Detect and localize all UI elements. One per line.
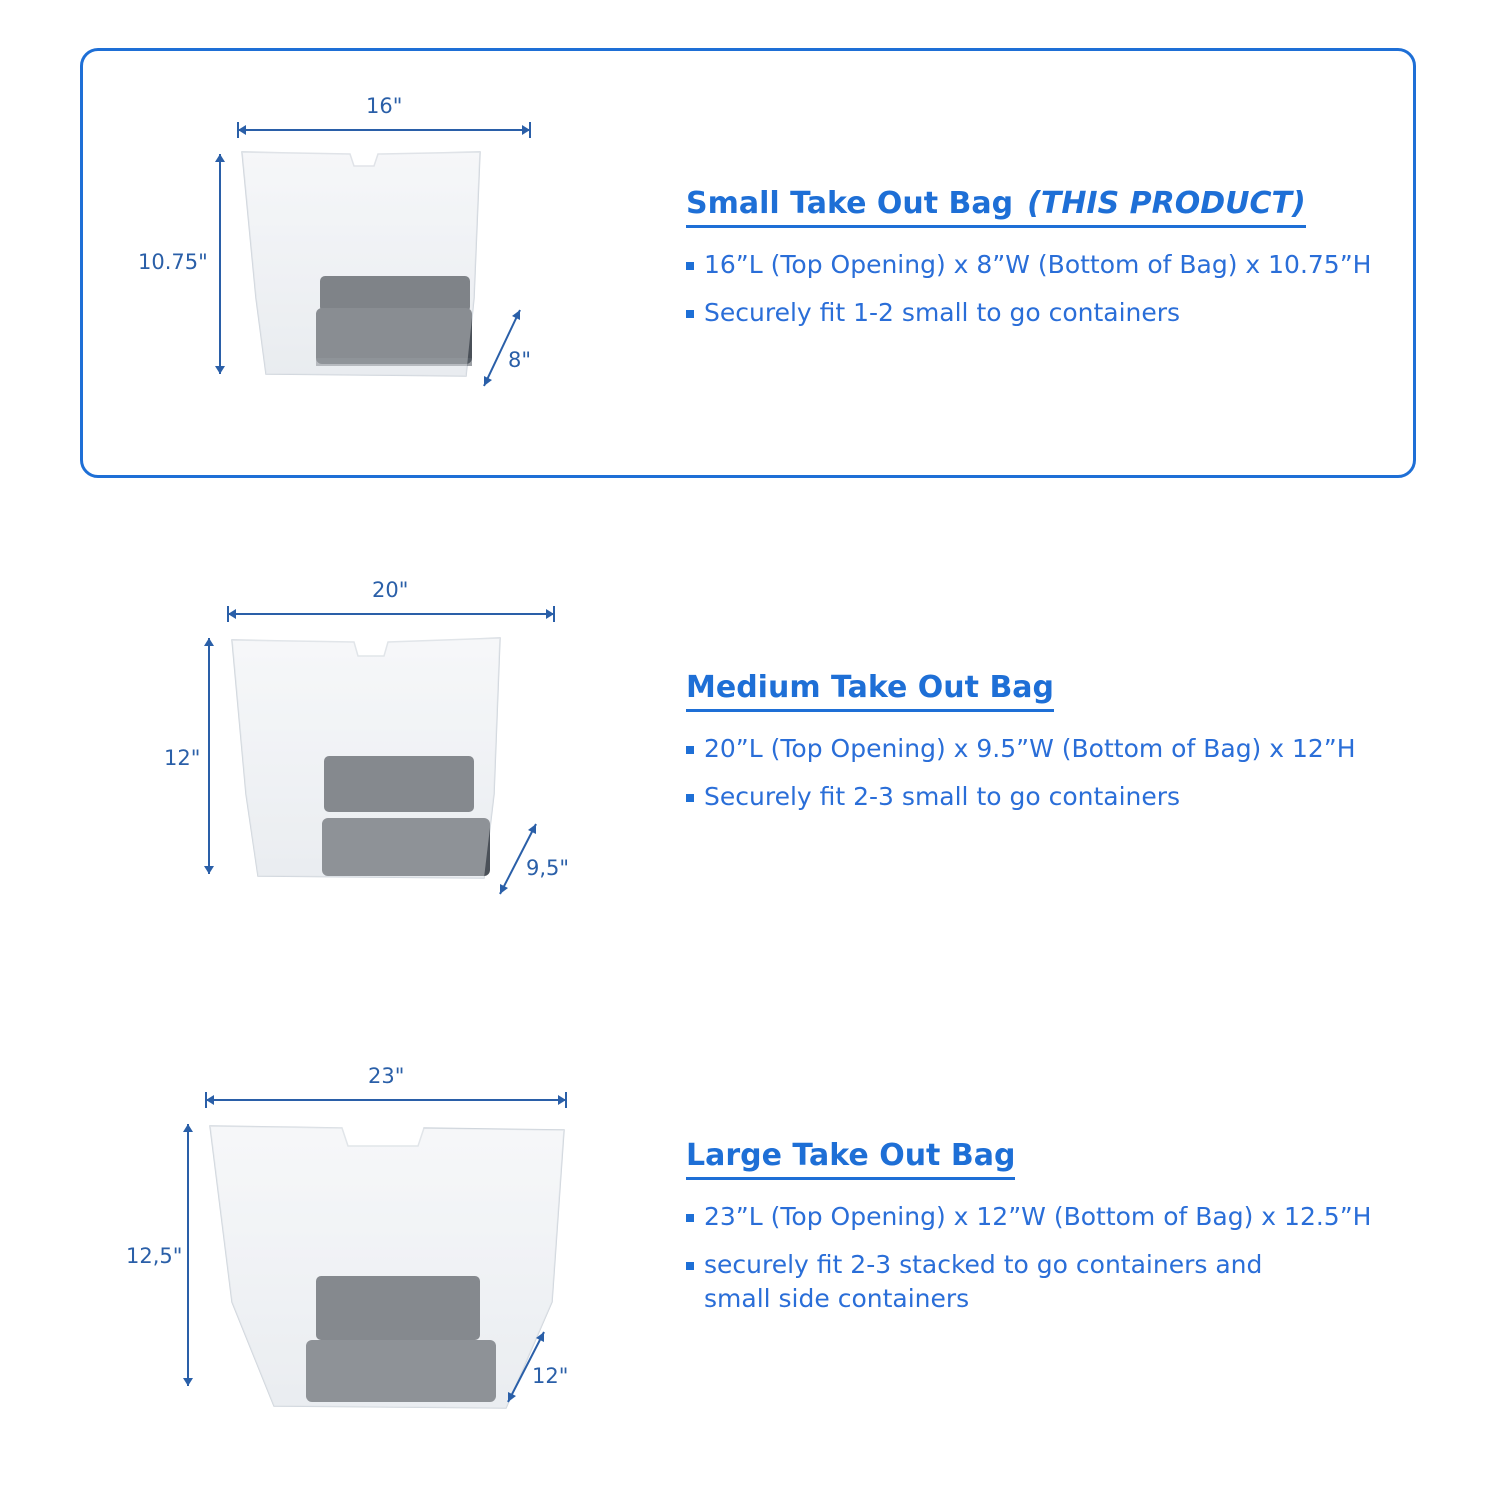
bullet-text: 23”L (Top Opening) x 12”W (Bottom of Bag) x 12.5”H: [704, 1202, 1372, 1231]
bullet-text: Securely fit 1-2 small to go containers: [704, 298, 1181, 327]
large-top-dimension-arrow: [200, 1090, 572, 1110]
large-height-dimension-label: 12,5": [126, 1244, 183, 1268]
bullet-square-icon: [686, 1214, 694, 1222]
list-item: [686, 1248, 1371, 1282]
large-bag-section: [0, 1040, 1500, 1440]
bullet-square-icon: [686, 310, 694, 318]
bullet-text: securely fit 2-3 stacked to go containers and: [704, 1250, 1263, 1279]
medium-bag-bullet-list: [686, 732, 1356, 814]
bullet-square-icon: [686, 262, 694, 270]
small-bag-title: [686, 186, 1306, 228]
small-bag-section: [0, 0, 1500, 490]
large-bag-bullet-list: [686, 1200, 1371, 1316]
small-bag-image: [238, 148, 488, 388]
large-top-dimension-label: 23": [368, 1064, 405, 1088]
small-depth-dimension-label: 8": [508, 348, 532, 372]
small-height-dimension-label: 10.75": [138, 250, 208, 274]
large-bag-title: [686, 1138, 1015, 1180]
bullet-text: Securely fit 2-3 small to go containers: [704, 782, 1181, 811]
small-bag-bullet-list: [686, 248, 1371, 330]
bullet-text: small side containers: [704, 1284, 970, 1313]
small-bag-info: [686, 186, 1371, 344]
small-top-dimension-arrow: [232, 120, 542, 140]
large-bag-info: [686, 1138, 1371, 1330]
medium-bag-section: [0, 560, 1500, 940]
medium-bag-title: [686, 670, 1054, 712]
medium-height-dimension-label: 12": [164, 746, 201, 770]
medium-top-dimension-label: 20": [372, 578, 409, 602]
bullet-square-icon: [686, 1262, 694, 1270]
large-depth-dimension-label: 12": [532, 1364, 569, 1388]
small-height-dimension-arrow: [210, 150, 230, 380]
medium-bag-info: [686, 670, 1356, 828]
medium-depth-dimension-label: 9,5": [526, 856, 570, 880]
bullet-text: 20”L (Top Opening) x 9.5”W (Bottom of Bag) x 12”H: [704, 734, 1356, 763]
list-item: [686, 296, 1371, 330]
medium-bag-image: [228, 634, 508, 890]
this-product-tag: (THIS PRODUCT): [1027, 186, 1306, 221]
large-height-dimension-arrow: [178, 1120, 198, 1392]
small-bag-title-text: Small Take Out Bag: [686, 186, 1014, 221]
list-item-continuation: [686, 1282, 1371, 1316]
list-item: [686, 780, 1356, 814]
list-item: [686, 732, 1356, 766]
list-item: [686, 248, 1371, 282]
bullet-text: 16”L (Top Opening) x 8”W (Bottom of Bag) x 10.75”H: [704, 250, 1372, 279]
small-top-dimension-label: 16": [366, 94, 403, 118]
bullet-square-icon: [686, 794, 694, 802]
medium-top-dimension-arrow: [222, 604, 562, 624]
bullet-square-icon: [686, 746, 694, 754]
large-bag-title-text: Large Take Out Bag: [686, 1138, 1016, 1173]
medium-height-dimension-arrow: [199, 634, 219, 880]
list-item: [686, 1200, 1371, 1234]
medium-bag-title-text: Medium Take Out Bag: [686, 670, 1055, 705]
